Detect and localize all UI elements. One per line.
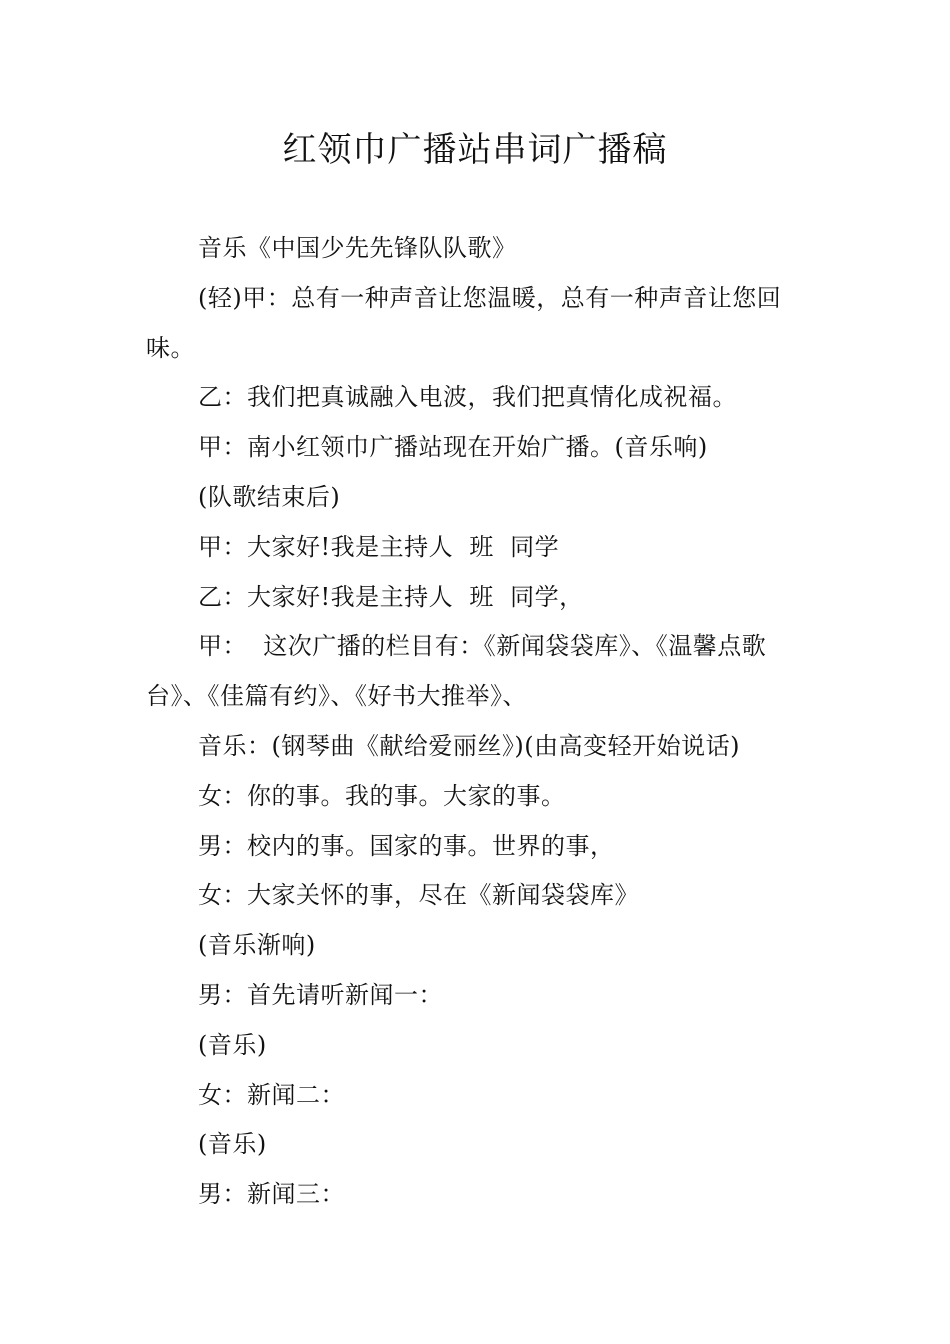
- paragraph: 甲： 这次广播的栏目有：《新闻袋袋库》、《温馨点歌台》、《佳篇有约》、《好书大推举》、: [146, 632, 767, 711]
- paragraph: 女：你的事。我的事。大家的事。: [198, 781, 566, 810]
- paragraph: 男：新闻三：: [198, 1180, 345, 1209]
- paragraph: 女：新闻二：: [198, 1080, 345, 1109]
- document-title: 红领巾广播站串词广播稿: [282, 130, 668, 170]
- paragraph: 甲：南小红领巾广播站现在开始广播。(音乐响): [198, 433, 708, 462]
- paragraph: 男：校内的事。国家的事。世界的事，: [198, 831, 615, 860]
- paragraph: 甲：大家好!我是主持人 班 同学: [198, 532, 560, 561]
- paragraph: 音乐：(钢琴曲《献给爱丽丝》)(由高变轻开始说话): [198, 731, 740, 760]
- paragraph: 女：大家关怀的事，尽在《新闻袋袋库》: [198, 881, 639, 910]
- paragraph: 乙：我们把真诚融入电波，我们把真情化成祝福。: [198, 383, 737, 412]
- paragraph: (音乐渐响): [198, 931, 316, 960]
- paragraph: (轻)甲：总有一种声音让您温暖，总有一种声音让您回味。: [146, 283, 782, 362]
- paragraph: (队歌结束后): [198, 482, 341, 511]
- paragraph: (音乐): [198, 1030, 267, 1059]
- document-body: [146, 224, 810, 1220]
- paragraph: 音乐《中国少先先锋队队歌》: [198, 234, 517, 262]
- paragraph: 乙：大家好!我是主持人 班 同学，: [198, 582, 584, 611]
- paragraph: 男：首先请听新闻一：: [198, 980, 443, 1009]
- paragraph: (音乐): [198, 1130, 267, 1159]
